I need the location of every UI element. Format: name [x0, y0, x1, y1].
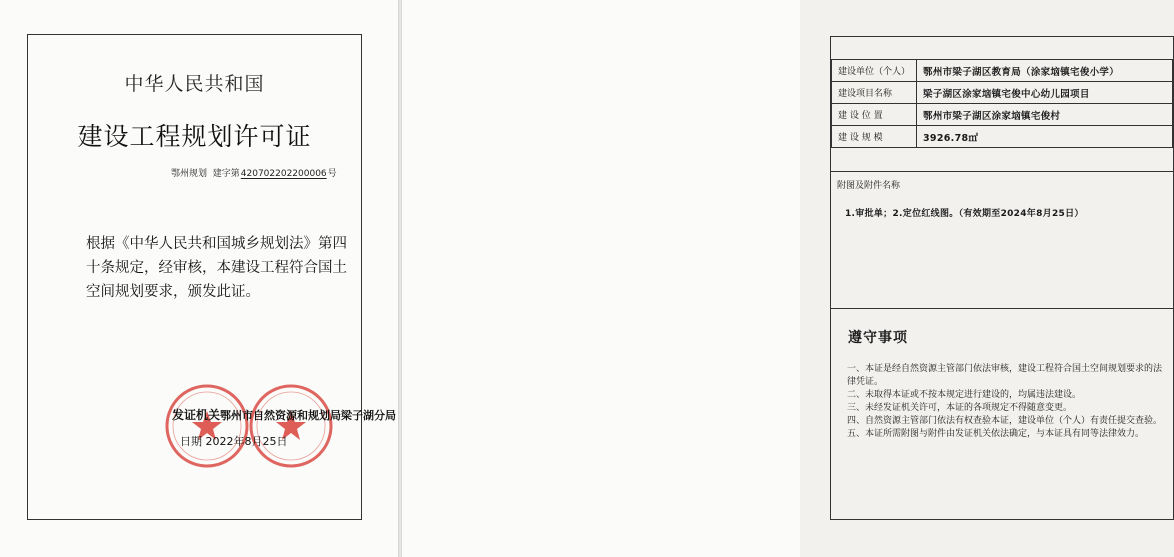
country-name: 中华人民共和国: [124, 73, 265, 95]
list-item: 五、本证所需附图与附件由发证机关依法确定，与本证具有同等法律效力。: [847, 429, 1145, 439]
list-item: 二、未取得本证或不按本规定进行建设的，均属违法建设。: [847, 390, 1082, 400]
issue-date: [180, 433, 288, 449]
list-item: 四、自然资源主管部门依法有权查验本证，建设单位（个人）有责任提交查验。: [847, 416, 1163, 426]
row-value: 鄂州市梁子湖区教育局（涂家垴镇宅俊小学）: [917, 60, 1173, 82]
issuer-name: 鄂州市自然资源和规划局梁子湖分局: [220, 409, 397, 422]
notice-list: [847, 363, 1165, 441]
list-item: 三、未经发证机关许可，本证的各项规定不得随意变更。: [847, 403, 1073, 413]
attachments-section: [831, 171, 1173, 309]
issuer-label: 发证机关: [172, 408, 221, 422]
right-page-frame: [830, 36, 1174, 520]
notice-title: 遵守事项: [848, 330, 908, 346]
official-seal-right: [248, 383, 334, 469]
right-page: [402, 0, 1163, 557]
row-value: 鄂州市梁子湖区涂家垴镇宅俊村: [917, 104, 1173, 126]
certificate-number-line: [171, 166, 337, 179]
table-row: [832, 82, 1173, 104]
table-row: [832, 126, 1173, 148]
cert-prefix: 鄂州规划: [171, 169, 208, 179]
row-value: 梁子湖区涂家垴镇宅俊中心幼儿园项目: [917, 82, 1173, 104]
certificate-body-text: 根据《中华人民共和国城乡规划法》第四十条规定，经审核，本建设工程符合国土空间规划要求，颁发此证。: [86, 236, 347, 300]
row-value: 3926.78㎡: [917, 126, 1173, 148]
table-row: [832, 60, 1173, 82]
official-seal-left: [164, 383, 250, 469]
attachments-text: 1.审批单；2.定位红线图。（有效期至2024年8月25日）: [845, 209, 1084, 219]
date-value: 2022年8月25日: [205, 435, 288, 448]
attachments-label: 附图及附件名称: [837, 181, 901, 191]
row-label: 建 设 规 模: [832, 126, 917, 148]
left-page-frame: [27, 34, 397, 520]
row-label: 建设项目名称: [832, 82, 917, 104]
certificate-title: 建设工程规划许可证: [77, 122, 312, 151]
certificate-number: 420702202200006: [240, 169, 327, 179]
project-info-table: [831, 59, 1173, 148]
cert-middle: 建字第: [212, 169, 240, 179]
list-item: 一、本证是经自然资源主管部门依法审核，建设工程符合国土空间规划要求的法律凭证。: [847, 364, 1163, 387]
row-label: 建 设 位 置: [832, 104, 917, 126]
cert-suffix: 号: [327, 169, 337, 179]
issuing-authority: [172, 406, 396, 423]
row-label: 建设单位（个人）: [832, 60, 917, 82]
table-row: [832, 104, 1173, 126]
date-label: 日期: [180, 435, 202, 448]
left-page: [0, 0, 398, 557]
